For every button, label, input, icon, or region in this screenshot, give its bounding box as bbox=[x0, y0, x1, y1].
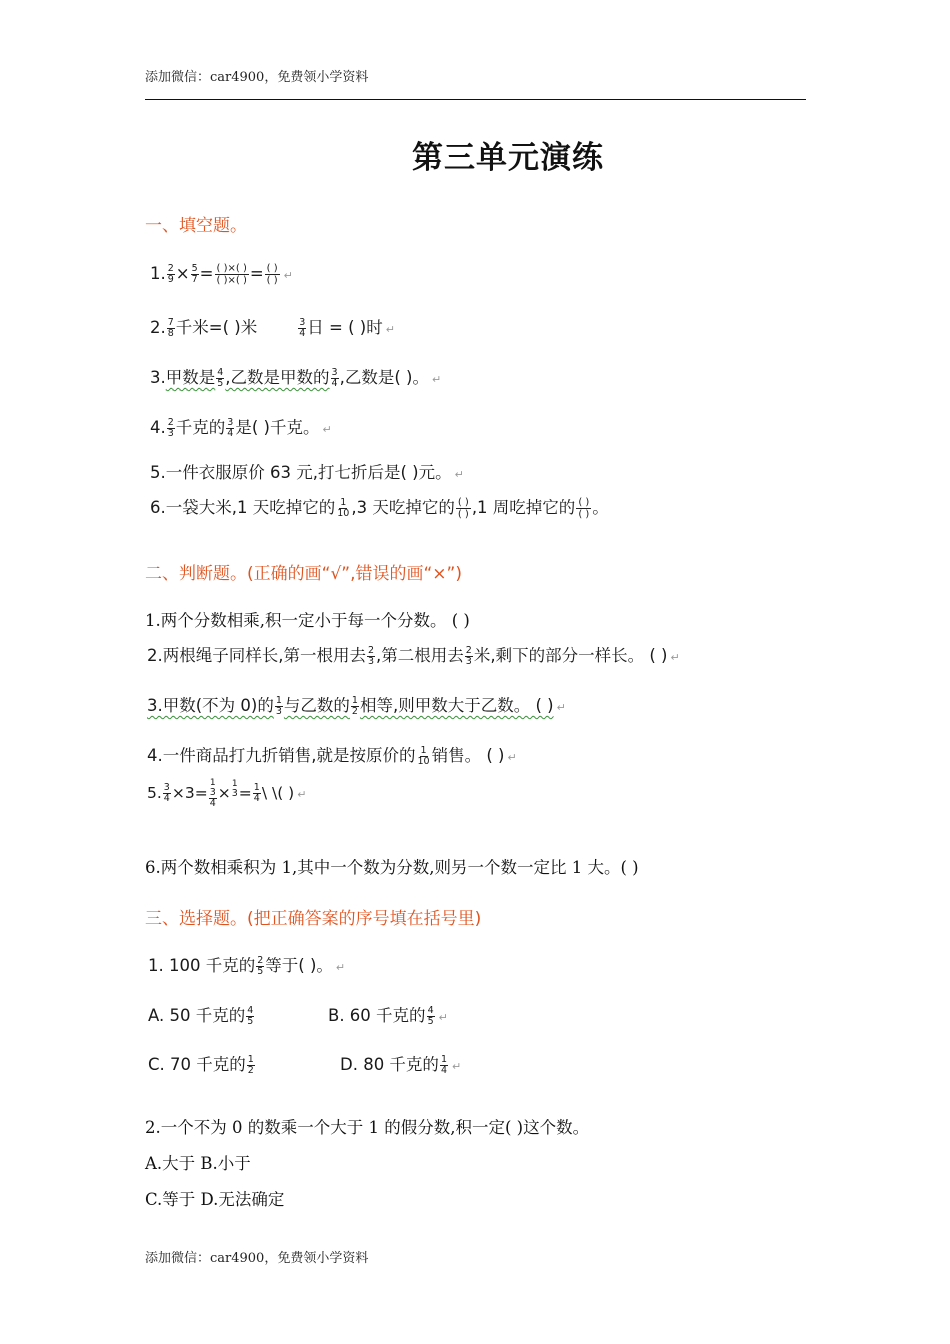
fraction: $\frac{1}{2}$ bbox=[247, 1054, 254, 1076]
judge-question-4: 4.一件商品打九折销售,就是按原价的 $\frac{1}{10}$ 销售。 ( ) ↵ bbox=[147, 745, 517, 767]
choice-option-d[interactable]: D. 80 千克的 $\frac{1}{4}$ ↵ bbox=[340, 1054, 462, 1076]
fraction: $\frac{3}{4}$ bbox=[227, 417, 234, 439]
judge-question-5: 5. $\frac{3}{4}$ ×3= 1 3 4 × 1 3 = $\frac{1}{4}$ \ \( ) ↵ bbox=[147, 778, 307, 809]
page-title: 第三单元演练 bbox=[412, 140, 604, 176]
return-mark-icon: ↵ bbox=[507, 751, 517, 764]
return-mark-icon: ↵ bbox=[283, 269, 293, 282]
fill-question-4: 4. $\frac{2}{3}$ 千克的 $\frac{3}{4}$ 是( )千克。 ↵ bbox=[150, 417, 332, 439]
return-mark-icon: ↵ bbox=[385, 323, 395, 336]
return-mark-icon: ↵ bbox=[431, 373, 442, 386]
answer-blank-fraction[interactable]: ( ) ( ) bbox=[578, 497, 590, 520]
answer-blank-fraction[interactable]: ( ) ( ) bbox=[457, 497, 469, 520]
fraction: $\frac{1}{4}$ bbox=[253, 782, 260, 804]
choice-option-b[interactable]: B. 60 千克的 $\frac{4}{5}$ ↵ bbox=[328, 1005, 448, 1027]
section-choice-heading: 三、选择题。(把正确答案的序号填在括号里) bbox=[145, 909, 482, 929]
section-true-false-heading: 二、判断题。(正确的画“√”,错误的画“×”) bbox=[145, 564, 462, 584]
judge-question-3: 3.甲数(不为 0)的 $\frac{1}{3}$ 与乙数的 $\frac{1}{2}$ 相等,则甲数大于乙数。 ( ) ↵ bbox=[147, 695, 566, 717]
choice-option-c[interactable]: C. 70 千克的 $\frac{1}{2}$ bbox=[148, 1054, 254, 1076]
fraction: $\frac{2}{3}$ bbox=[167, 417, 174, 439]
choice-question-2-options-cd[interactable]: C.等于 D.无法确定 bbox=[145, 1190, 285, 1209]
stacked-fraction: 1 3 4 bbox=[209, 778, 216, 809]
judge-question-6: 6.两个数相乘积为 1,其中一个数为分数,则另一个数一定比 1 大。( ) bbox=[145, 858, 639, 877]
fill-question-6: 6.一袋大米,1 天吃掉它的 $\frac{1}{10}$ ,3 天吃掉它的 ( ) ( ) ,1 周吃掉它的 ( ) ( ) 。 bbox=[150, 497, 609, 520]
fill-question-3: 3.甲数是 $\frac{4}{5}$ ,乙数是甲数的 $\frac{3}{4}$ ,乙数是( )。 ↵ bbox=[150, 367, 442, 389]
fraction: $\frac{4}{5}$ bbox=[247, 1005, 254, 1027]
return-mark-icon: ↵ bbox=[451, 1060, 462, 1073]
fraction: $\frac{2}{9}$ bbox=[167, 263, 174, 285]
choice-question-2: 2.一个不为 0 的数乘一个大于 1 的假分数,积一定( )这个数。 bbox=[145, 1118, 590, 1137]
stacked-fraction: 1 3 bbox=[231, 778, 238, 799]
return-mark-icon: ↵ bbox=[454, 468, 464, 481]
fraction: $\frac{1}{2}$ bbox=[351, 695, 358, 717]
fraction: $\frac{4}{5}$ bbox=[427, 1005, 434, 1027]
fraction: $\frac{2}{5}$ bbox=[257, 955, 264, 977]
fill-question-1: 1. $\frac{2}{9}$ × $\frac{5}{7}$ = ( )×( ) ( )×( ) = ( ) ( ) ↵ bbox=[150, 263, 293, 286]
fraction: $\frac{2}{3}$ bbox=[465, 645, 472, 667]
fraction: $\frac{4}{5}$ bbox=[217, 367, 224, 389]
return-mark-icon: ↵ bbox=[556, 701, 566, 714]
judge-question-1: 1.两个分数相乘,积一定小于每一个分数。 ( ) bbox=[145, 611, 470, 630]
fill-question-5: 5.一件衣服原价 63 元,打七折后是( )元。 ↵ bbox=[150, 463, 464, 482]
fraction: $\frac{1}{10}$ bbox=[417, 745, 430, 767]
fraction: $\frac{1}{3}$ bbox=[275, 695, 282, 717]
fraction: $\frac{2}{3}$ bbox=[368, 645, 375, 667]
choice-question-2-options-ab[interactable]: A.大于 B.小于 bbox=[145, 1154, 251, 1173]
judge-question-2: 2.两根绳子同样长,第一根用去 $\frac{2}{3}$ ,第二根用去 $\frac{2}{3}$ 米,剩下的部分一样长。 ( ) ↵ bbox=[147, 645, 680, 667]
return-mark-icon: ↵ bbox=[297, 788, 307, 801]
page-footer-text: 添加微信：car4900，免费领小学资料 bbox=[145, 1251, 369, 1266]
fraction: $\frac{1}{10}$ bbox=[337, 497, 350, 519]
header-rule bbox=[145, 99, 806, 100]
choice-option-a[interactable]: A. 50 千克的 $\frac{4}{5}$ bbox=[148, 1005, 254, 1027]
fraction: $\frac{3}{4}$ bbox=[299, 317, 306, 339]
return-mark-icon: ↵ bbox=[670, 651, 680, 664]
fraction: $\frac{3}{4}$ bbox=[163, 782, 170, 804]
choice-question-1: 1. 100 千克的 $\frac{2}{5}$ 等于( )。 ↵ bbox=[148, 955, 346, 977]
return-mark-icon: ↵ bbox=[322, 423, 332, 436]
answer-blank-fraction[interactable]: ( )×( ) ( )×( ) bbox=[216, 263, 247, 286]
fill-question-2: 2. $\frac{7}{8}$ 千米=( )米 $\frac{3}{4}$ 日 = ( )时 ↵ bbox=[150, 317, 395, 339]
fraction: $\frac{1}{4}$ bbox=[440, 1054, 447, 1076]
fraction: $\frac{5}{7}$ bbox=[191, 263, 198, 285]
return-mark-icon: ↵ bbox=[438, 1011, 448, 1024]
page-header-text: 添加微信：car4900，免费领小学资料 bbox=[145, 70, 369, 85]
fraction: $\frac{7}{8}$ bbox=[167, 317, 174, 339]
section-fill-blank-heading: 一、填空题。 bbox=[145, 216, 247, 236]
return-mark-icon: ↵ bbox=[335, 961, 346, 974]
answer-blank-fraction[interactable]: ( ) ( ) bbox=[266, 263, 278, 286]
fraction: $\frac{3}{4}$ bbox=[331, 367, 338, 389]
